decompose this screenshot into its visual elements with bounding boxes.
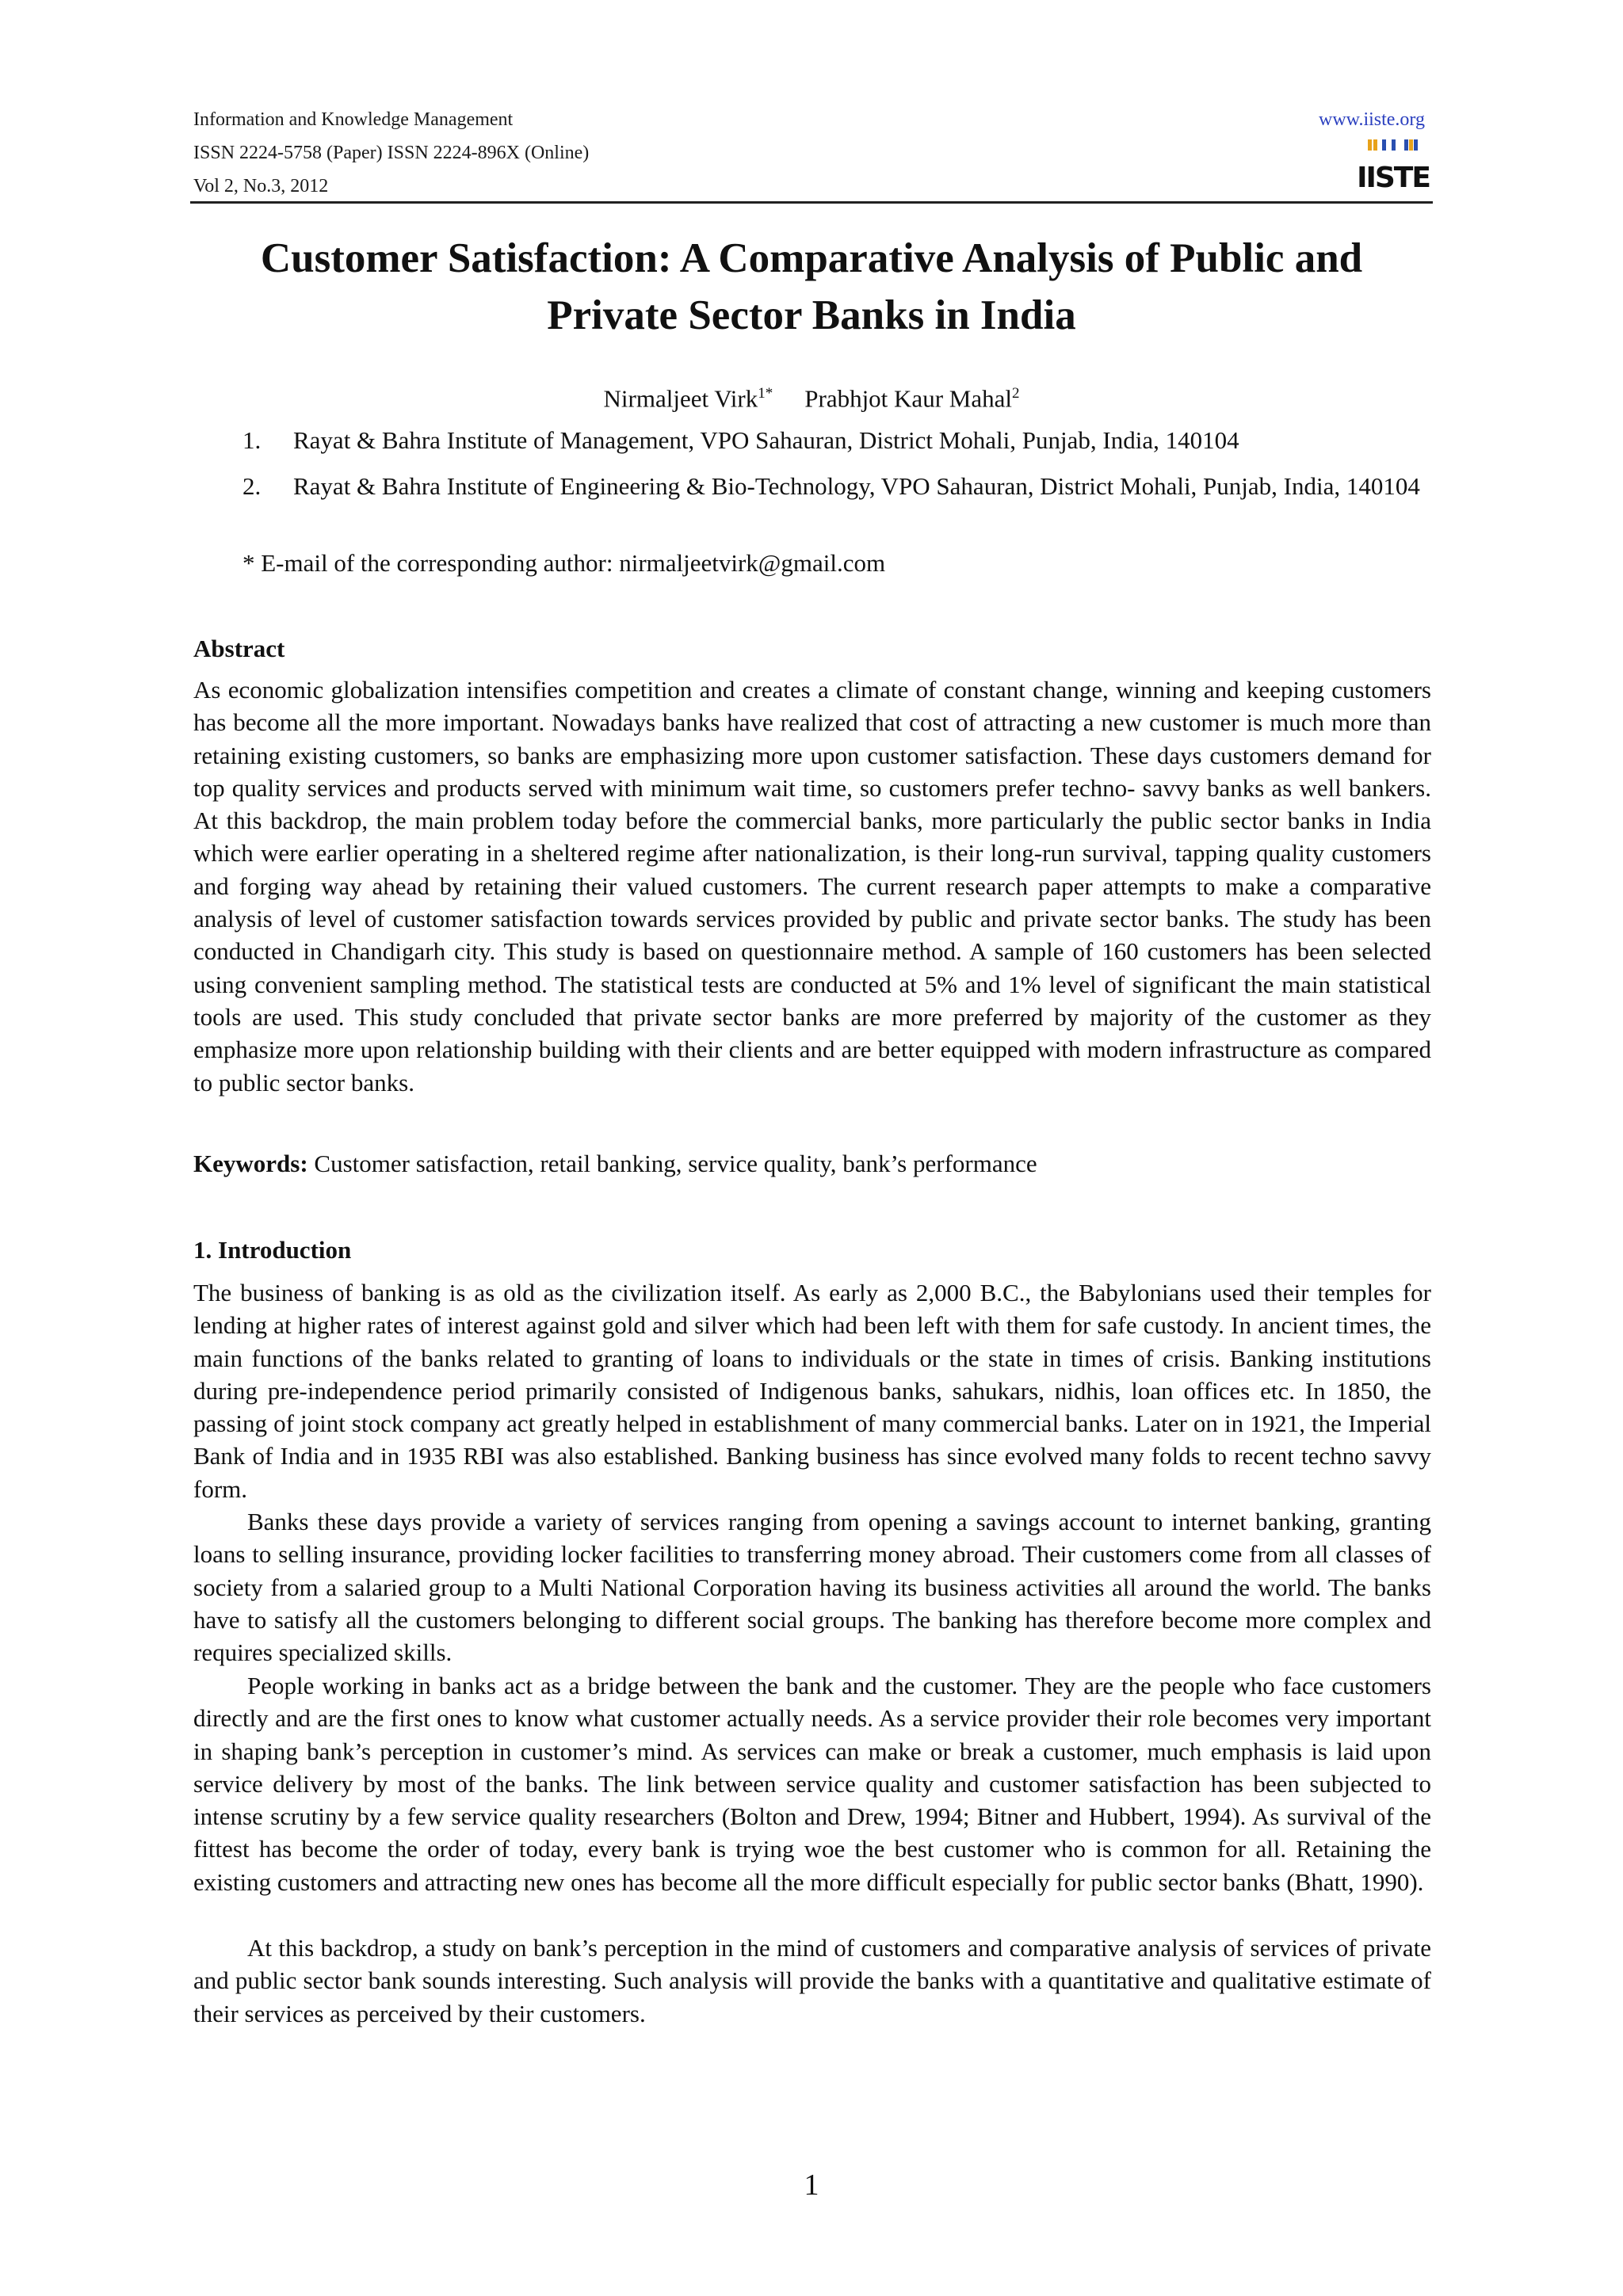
svg-text:IISTE: IISTE: [1357, 162, 1430, 194]
journal-name: Information and Knowledge Management: [193, 109, 514, 130]
affiliation-2-text: Rayat & Bahra Institute of Engineering & Bio-Technology, VPO Sahauran, District Mohali, Punjab, India, 140104: [293, 472, 1420, 500]
affiliation-1-number: 1.: [242, 426, 262, 454]
affiliation-2-number: 2.: [242, 472, 262, 500]
abstract-heading: Abstract: [193, 635, 285, 662]
author-2-mark: 2: [1011, 385, 1020, 402]
affiliation-1-text: Rayat & Bahra Institute of Management, VPO Sahauran, District Mohali, Punjab, India, 140104: [293, 426, 1239, 454]
intro-paragraph-1: The business of banking is as old as the civilization itself. As early as 2,000 B.C., the Babylonians used their temples for lending at higher rates of interest against gold and silver which had been left with them for safe custody. In ancient times, the main functions of the banks related to granting of loans to individuals or the state in times of crisis. Banking institutions during pre-independence period primarily consisted of Indigenous banks, sahukars, nidhis, loan offices etc. In 1850, the passing of joint stock company act greatly helped in establishment of many commercial banks. Later on in 1921, the Imperial Bank of India and in 1935 RBI was also established. Banking business has since evolved many folds to recent techno savvy form.: [193, 1279, 1431, 1503]
affiliation-1: [242, 425, 1439, 456]
journal-url-link[interactable]: www.iiste.org: [1319, 109, 1425, 130]
introduction-heading: 1. Introduction: [193, 1236, 352, 1264]
paper-title: [193, 230, 1430, 344]
title-line-2: Private Sector Banks in India: [547, 292, 1076, 338]
abstract-text: As economic globalization intensifies competition and creates a climate of constant change, winning and keeping customers has become all the more important. Nowadays banks have realized that cost of attracting a new customer is much more than retaining existing customers, so banks are emphasizing more upon customer satisfaction. These days customers demand for top quality services and products served with minimum wait time, so customers prefer techno- savvy banks as well bankers. At this backdrop, the main problem today before the commercial banks, more particularly the public sector banks in India which were earlier operating in a sheltered regime after nationalization, is their long-run survival, tapping quality customers and forging way ahead by retaining their valued customers. The current research paper attempts to make a comparative analysis of level of customer satisfaction towards services provided by public and private sector banks. The study has been conducted in Chandigarh city. This study is based on questionnaire method. A sample of 160 customers has been selected using convenient sampling method. The statistical tests are conducted at 5% and 1% level of significant the main statistical tools are used. This study concluded that private sector banks are more preferred by majority of the customer as they emphasize more upon relationship building with their clients and are better equipped with modern infrastructure as compared to public sector banks.: [193, 676, 1431, 1097]
issn-line: ISSN 2224-5758 (Paper) ISSN 2224-896X (Online): [193, 143, 590, 163]
keywords-line: [193, 1147, 1037, 1180]
page-number: 1: [804, 2168, 819, 2202]
author-line: [193, 377, 1430, 415]
affiliation-2: [242, 471, 1439, 502]
running-header: [193, 103, 589, 203]
header-rule: [190, 201, 1433, 204]
intro-paragraph-4: At this backdrop, a study on bank’s perception in the mind of customers and comparative analysis of services of private and public sector bank sounds interesting. Such analysis will provide the banks with a quantitative and qualitative estimate of their services as perceived by their customers.: [193, 1934, 1431, 2027]
keywords-text: Customer satisfaction, retail banking, service quality, bank’s performance: [307, 1150, 1037, 1177]
title-line-1: Customer Satisfaction: A Comparative Analysis of Public and: [260, 235, 1363, 281]
corresponding-email: * E-mail of the corresponding author: nirmaljeetvirk@gmail.com: [242, 549, 886, 577]
author-1-mark: 1*: [758, 385, 773, 402]
volume-line: Vol 2, No.3, 2012: [193, 176, 329, 196]
author-1: Nirmaljeet Virk: [603, 384, 758, 413]
author-2: Prabhjot Kaur Mahal: [804, 384, 1012, 413]
intro-paragraph-2: Banks these days provide a variety of services ranging from opening a savings account to internet banking, granting loans to selling insurance, providing locker facilities to transferring money abroad. Their customers come from all classes of society from a salaried group to a Multi National Corporation having its business activities all around the world. The banks have to satisfy all the customers belonging to different social groups. The banking has therefore become more complex and requires specialized skills.: [193, 1508, 1431, 1667]
iiste-logo: [1357, 138, 1430, 195]
intro-paragraph-3: People working in banks act as a bridge between the bank and the customer. They are the people who face customers directly and are the first ones to know what customer actually needs. As a service provider their role becomes very important in shaping bank’s perception in customer’s mind. As services can make or break a customer, much emphasis is laid upon service delivery by most of the banks. The link between service quality and customer satisfaction has been subjected to intense scrutiny by a few service quality researchers (Bolton and Drew, 1994; Bitner and Hubbert, 1994). As survival of the fittest has become the order of today, every bank is trying woe the best customer who is common for all. Retaining the existing customers and attracting new ones has become all the more difficult especially for public sector banks (Bhatt, 1990).: [193, 1672, 1431, 1896]
keywords-label: Keywords:: [193, 1150, 308, 1177]
